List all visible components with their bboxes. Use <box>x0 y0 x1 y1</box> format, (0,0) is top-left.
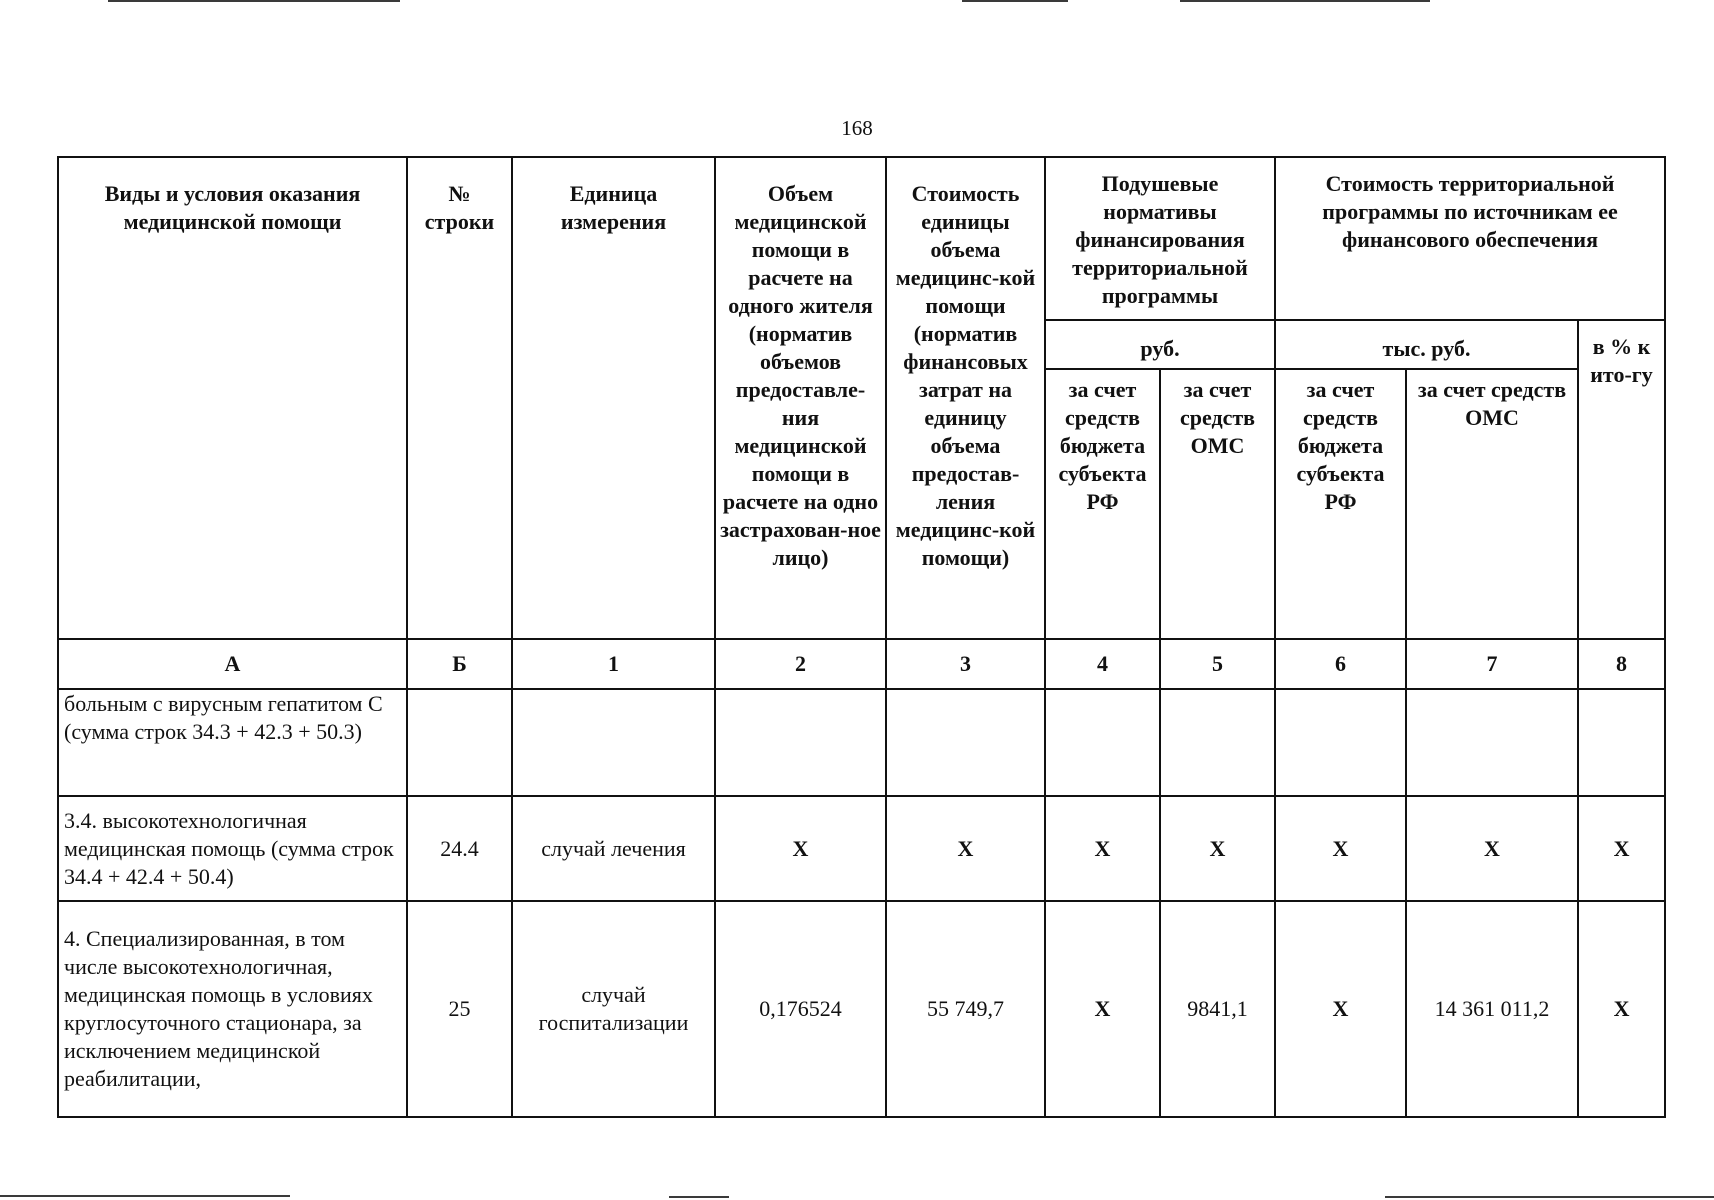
col-code-8: 8 <box>1578 639 1665 689</box>
row-c7: 14 361 011,2 <box>1406 901 1578 1117</box>
row-c3: 55 749,7 <box>886 901 1045 1117</box>
row-c7: Х <box>1406 796 1578 901</box>
row-c5 <box>1160 689 1275 796</box>
header-unit: Единица измерения <box>512 157 715 639</box>
header-oms-2: за счет средств ОМС <box>1406 369 1578 639</box>
row-c6: Х <box>1275 796 1406 901</box>
bottom-edge-rule-mid <box>669 1196 729 1198</box>
col-code-b: Б <box>407 639 512 689</box>
row-unit <box>512 689 715 796</box>
table-row <box>58 901 1665 1117</box>
row-no: 25 <box>407 901 512 1117</box>
col-code-3: 3 <box>886 639 1045 689</box>
row-c8: Х <box>1578 901 1665 1117</box>
bottom-edge-rule-right <box>1385 1196 1714 1198</box>
header-percent-total: в % к ито-гу <box>1578 320 1665 639</box>
col-code-a: А <box>58 639 407 689</box>
header-row-no: № строки <box>407 157 512 639</box>
col-code-4: 4 <box>1045 639 1160 689</box>
top-edge-rule-right <box>1180 0 1430 2</box>
row-c5: 9841,1 <box>1160 901 1275 1117</box>
row-no: 24.4 <box>407 796 512 901</box>
header-cost: Стоимость единицы объема медицинс-кой помощи (норматив финансовых затрат на единицу объема предостав-ления медицинс-кой помощи) <box>886 157 1045 639</box>
row-c8 <box>1578 689 1665 796</box>
header-oms: за счет средств ОМС <box>1160 369 1275 639</box>
row-c3 <box>886 689 1045 796</box>
row-c8: Х <box>1578 796 1665 901</box>
col-code-7: 7 <box>1406 639 1578 689</box>
header-group-per-capita: Подушевые нормативы финансирования территориальной программы <box>1045 157 1275 320</box>
row-c4 <box>1045 689 1160 796</box>
row-c6 <box>1275 689 1406 796</box>
row-c2: 0,176524 <box>715 901 886 1117</box>
header-budget-rf: за счет средств бюджета субъекта РФ <box>1045 369 1160 639</box>
row-c4: Х <box>1045 796 1160 901</box>
header-thous-rub: тыс. руб. <box>1275 320 1578 369</box>
row-c4: Х <box>1045 901 1160 1117</box>
header-rub: руб. <box>1045 320 1275 369</box>
row-desc: больным с вирусным гепатитом С (сумма строк 34.3 + 42.3 + 50.3) <box>58 689 407 796</box>
row-unit: случай госпитализации <box>512 901 715 1117</box>
row-no <box>407 689 512 796</box>
row-desc: 4. Специализированная, в том числе высокотехнологичная, медицинская помощь в условиях круглосуточного стационара, за исключением медицинской реабилитации, <box>58 901 407 1117</box>
col-code-5: 5 <box>1160 639 1275 689</box>
header-budget-rf-2: за счет средств бюджета субъекта РФ <box>1275 369 1406 639</box>
col-code-1: 1 <box>512 639 715 689</box>
header-kind: Виды и условия оказания медицинской помощи <box>58 157 407 639</box>
row-c2: Х <box>715 796 886 901</box>
program-cost-table <box>57 156 1666 1118</box>
row-c7 <box>1406 689 1578 796</box>
table-row <box>58 689 1665 796</box>
table-row <box>58 796 1665 901</box>
header-group-program-cost: Стоимость территориальной программы по источникам ее финансового обеспечения <box>1275 157 1665 320</box>
row-desc: 3.4. высокотехнологичная медицинская помощь (сумма строк 34.4 + 42.4 + 50.4) <box>58 796 407 901</box>
row-c3: Х <box>886 796 1045 901</box>
top-edge-rule-left <box>108 0 400 2</box>
row-c6: Х <box>1275 901 1406 1117</box>
page-number: 168 <box>841 116 873 140</box>
top-edge-rule-mid <box>962 0 1068 2</box>
bottom-edge-rule-left <box>0 1195 290 1197</box>
row-c5: Х <box>1160 796 1275 901</box>
row-c2 <box>715 689 886 796</box>
header-volume: Объем медицинской помощи в расчете на одного жителя (норматив объемов предоставле-ния медицинской помощи в расчете на одно застрахован-ное лицо) <box>715 157 886 639</box>
row-unit: случай лечения <box>512 796 715 901</box>
col-code-2: 2 <box>715 639 886 689</box>
col-code-6: 6 <box>1275 639 1406 689</box>
